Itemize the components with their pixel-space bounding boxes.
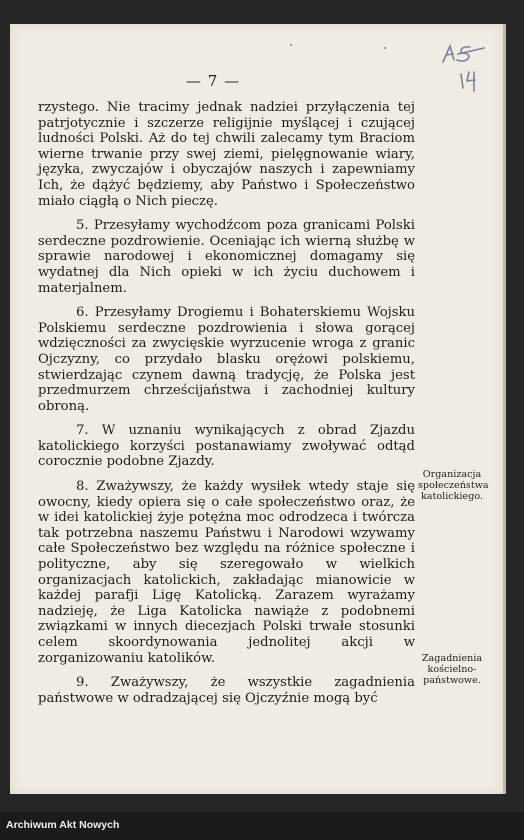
page-edge <box>503 24 506 794</box>
margin-note-organizacja: Organizacja społeczeństwa katolickiego. <box>418 469 489 502</box>
paragraph-9: 9. Zważywszy, że wszystkie zagadnienia państwowe w odradzającej się Ojczyźnie mogą być <box>38 675 415 706</box>
margin-note-zagadnienia: Zagadnienia kościelno-państwowe. <box>421 653 483 686</box>
archive-footer-bar <box>0 812 524 840</box>
archive-footer-label: Archiwum Akt Nowych <box>6 819 120 831</box>
paper-speck <box>290 44 292 46</box>
paragraph-6: 6. Przesyłamy Drogiemu i Bohaterskiemu Wojsku Polskiemu serdeczne pozdrowienia i słowa gorącej wdzięczności za zwycięskie wyrzucenie wroga z granic Ojczyzny, co przydało blasku orężowi polskiemu, stwierdzając czynem dawną tradycję, że Polska jest przedmurzem chrześcijaństwa i zachodniej kultury obroną. <box>38 305 415 414</box>
paper-speck <box>384 47 386 49</box>
body-text <box>38 100 415 706</box>
paragraph-7: 7. W uznaniu wynikających z obrad Zjazdu katolickiego korzyści postanawiamy zwoływać odtąd corocznie podobne Zjazdy. <box>38 423 415 470</box>
paragraph-continuation: rzystego. Nie tracimy jednak nadziei przyłączenia tej patrjotycznie i szczerze religijnie myślącej i czującej ludności Polski. Aż do tej chwili zalecamy tym Braciom wierne trwanie przy swej ziemi, pielęgnowanie wiary, języka, zwyczajów i obyczajów naszych i zapewniamy Ich, że dążyć będziemy, aby Państwo i Społeczeństwo miało ciągłą o Nich pieczę. <box>38 100 415 209</box>
paragraph-5: 5. Przesyłamy wychodźcom poza granicami Polski serdeczne pozdrowienie. Oceniając ich wierną służbę w sprawie narodowej i ekonomicznej domagamy się wydatnej dla Nich opieki w ich życiu duchowem i materjalnem. <box>38 218 415 296</box>
page-number: — 7 — <box>186 72 241 90</box>
handwritten-annotation <box>440 44 490 94</box>
paragraph-8: 8. Zważywszy, że każdy wysiłek wtedy staje się owocny, kiedy opiera się o całe społeczeństwo oraz, że w idei katolickiej żyje potężna moc odrodzeca i twórcza tak potrzebna naszemu Państwu i Narodowi wzywamy całe Społeczeństwo bez względu na różnice społeczne i polityczne, aby się szeregowało w wielkich organizacjach katolickich, zakładając mianowicie w każdej parafji Ligę Katolicką. Zarazem wyrażamy nadzieję, że Liga Katolicka nawiąże z podobnemi związkami w innych diecezjach Polski trwałe stosunki celem skoordynowania jednolitej akcji w zorganizowaniu katolików. <box>38 479 415 666</box>
